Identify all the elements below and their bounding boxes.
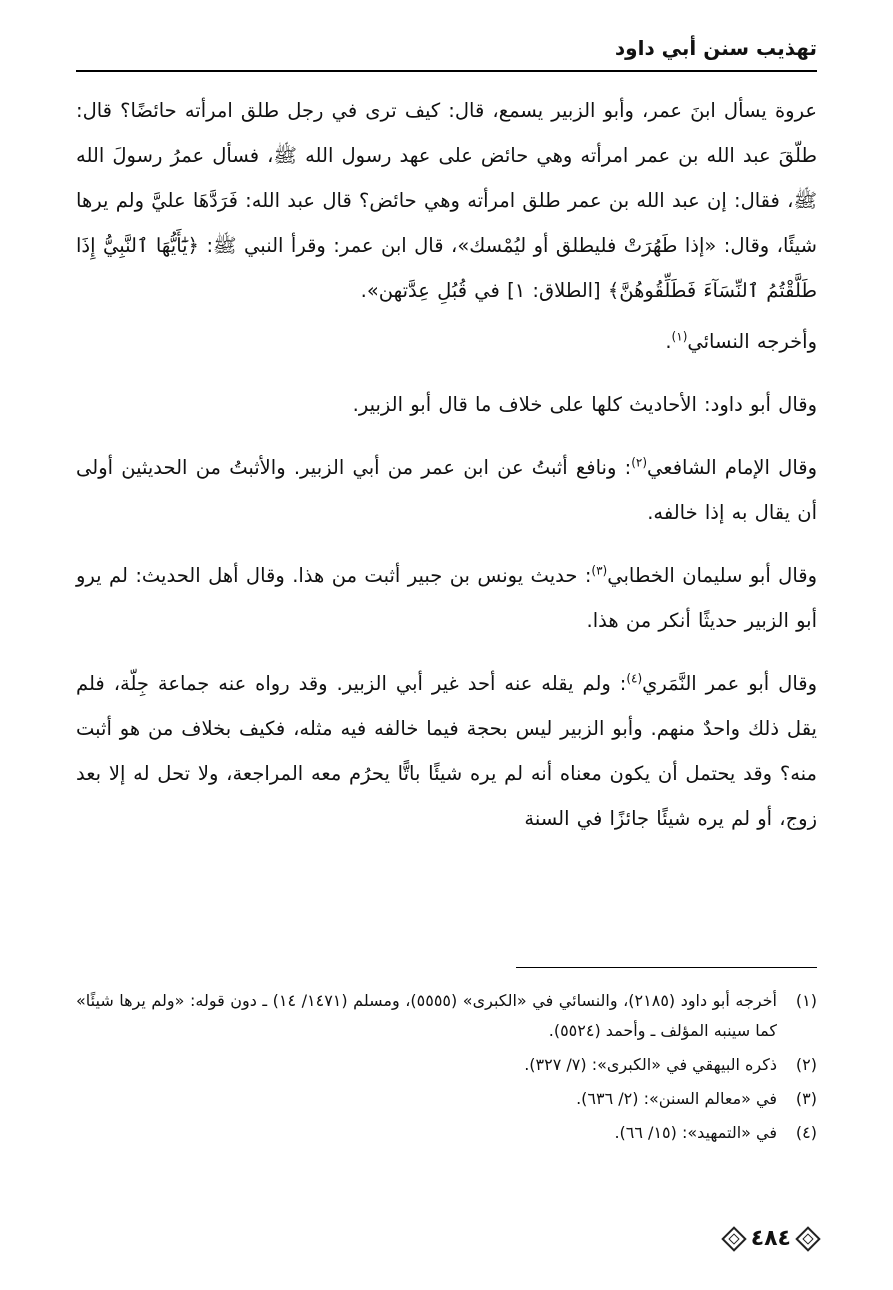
verse-reference: [الطلاق: ١]	[507, 279, 601, 302]
paragraph-text: وقال أبو سليمان الخطابي	[607, 564, 817, 587]
paragraph-hadith	[76, 88, 817, 313]
footnote-text: أخرجه أبو داود (٢١٨٥)، والنسائي في «الكبرى» (٥٥٥٥)، ومسلم (١٤٧١/ ١٤) ـ دون قوله: «ولم يرها شيئًا» كما سينبه المؤلف ـ وأحمد (٥٥٢٤).	[76, 991, 778, 1040]
page-number: ٤٨٤	[750, 1226, 791, 1251]
paragraph-text: وقال أبو داود: الأحاديث كلها على خلاف ما قال أبو الزبير.	[352, 393, 817, 416]
footnote-marker: (١)	[671, 329, 688, 344]
paragraph-text: وقال الإمام الشافعي	[647, 456, 818, 479]
footnote-number: (٣)	[795, 1089, 817, 1108]
paragraph-khattabi	[76, 553, 817, 643]
footnote-marker: (٢)	[631, 455, 648, 470]
header-rule	[76, 70, 817, 72]
footnote-number: (١)	[795, 991, 817, 1010]
footnote-separator	[516, 967, 817, 968]
hadith-text: عروة يسأل ابنَ عمر، وأبو الزبير يسمع، قال: كيف ترى في رجل طلق امرأته حائضًا؟ قال: طلّقَ عبد الله بن عمر امرأته وهي حائض على عهد رسول الله ﷺ، فسأل عمرُ رسولَ الله ﷺ، فقال: إن عبد الله بن عمر طلق امرأته وهي حائض؟ قال عبد الله: فَرَدَّهَا عليَّ ولم يرها شيئًا، وقال: «إذا طَهُرَتْ فليطلق أو ليُمْسك»، قال ابن عمر: وقرأ النبي ﷺ:	[76, 99, 817, 257]
main-text	[76, 88, 817, 859]
ornament-icon	[795, 1226, 820, 1251]
footnote-item	[76, 986, 817, 1046]
paragraph-abu-dawud	[76, 382, 817, 427]
paragraph-text-rest: : ولم يقله عنه أحد غير أبي الزبير. وقد رواه عنه جماعة جِلّة، فلم يقل ذلك واحدٌ منهم. وأبو الزبير ليس بحجة فيما خالفه فيه مثله، فكيف بخلاف من هو أثبت منه؟ وقد يحتمل أن يكون معناه أنه لم يره شيئًا باتًّا يحرُم معه المراجعة، ولا تحل له إلا بعد زوج، أو لم يره شيئًا جائزًا في السنة	[76, 672, 817, 830]
footnote-number: (٤)	[795, 1123, 817, 1142]
footnote-item	[76, 1050, 817, 1080]
running-header-title: تهذيب سنن أبي داود	[614, 36, 817, 60]
footnote-number: (٢)	[795, 1055, 817, 1074]
paragraph-text-rest: : ونافع أثبتُ عن ابن عمر من أبي الزبير. والأثبتُ من الحديثين أولى أن يقال به إذا خالفه.	[76, 456, 817, 524]
paragraph-end: .	[665, 330, 672, 353]
footnote-item	[76, 1084, 817, 1114]
paragraph-text-rest: : حديث يونس بن جبير أثبت من هذا. وقال أهل الحديث: لم يرو أبو الزبير حديثًا أنكر من هذا.	[76, 564, 817, 632]
footnote-marker: (٣)	[591, 563, 608, 578]
paragraph-text: وأخرجه النسائي	[687, 330, 817, 353]
footnote-item	[76, 1118, 817, 1148]
page-number-block	[725, 1226, 817, 1251]
hadith-text-end: في قُبُلِ عِدَّتهن».	[360, 279, 500, 302]
paragraph-namari	[76, 661, 817, 841]
paragraph-nasai	[76, 319, 817, 364]
paragraph-text: وقال أبو عمر النَّمَري	[642, 672, 817, 695]
footnotes	[76, 986, 817, 1152]
quran-verse: ﴿يَٰٓأَيُّهَا ٱلنَّبِيُّ إِذَا طَلَّقْتُمُ ٱلنِّسَآءَ فَطَلِّقُوهُنَّ﴾	[76, 234, 817, 302]
footnote-text: في «معالم السنن»: (٢/ ٦٣٦).	[576, 1089, 777, 1108]
footnote-text: في «التمهيد»: (١٥/ ٦٦).	[614, 1123, 777, 1142]
footnote-text: ذكره البيهقي في «الكبرى»: (٧/ ٣٢٧).	[524, 1055, 777, 1074]
ornament-icon	[721, 1226, 746, 1251]
paragraph-shafii	[76, 445, 817, 535]
footnote-marker: (٤)	[626, 671, 643, 686]
